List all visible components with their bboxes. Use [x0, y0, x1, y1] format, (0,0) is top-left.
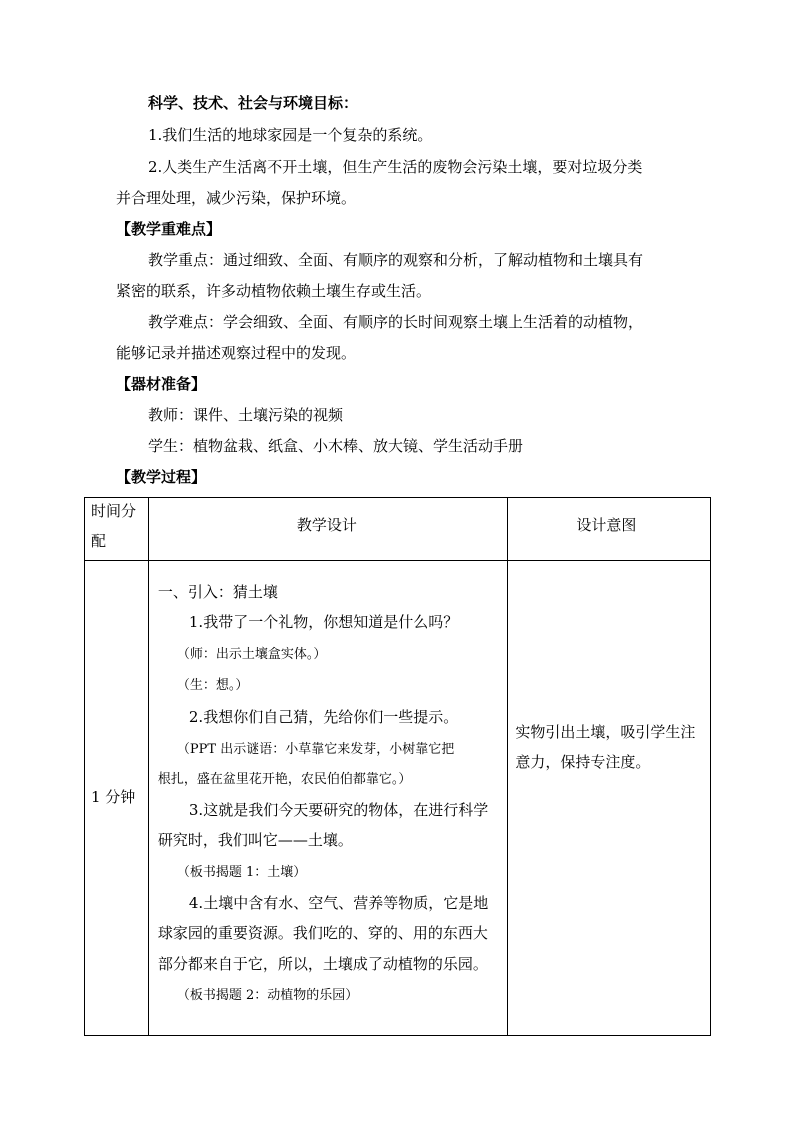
design-line: （生：想。）	[176, 678, 249, 693]
goals-title: 科学、技术、社会与环境目标：	[148, 94, 359, 112]
header-time-line1: 时间分	[91, 502, 137, 520]
design-line: 一、引入：猜土壤	[157, 583, 278, 601]
design-line: 3.这就是我们今天要研究的物体，在进行科学	[188, 801, 489, 819]
teaching-difficulty-line2: 能够记录并描述观察过程中的发现。	[116, 344, 357, 362]
teaching-focus-line1: 教学重点：通过细致、全面、有顺序的观察和分析，了解动植物和土壤具有	[148, 251, 644, 269]
design-line: 根扎，盛在盆里花开艳，农民伯伯都靠它。）	[157, 772, 412, 787]
design-line: （板书揭题 1：土壤）	[176, 865, 307, 880]
design-line: （PPT 出示谜语：小草靠它来发芽，小树靠它把	[176, 742, 455, 757]
row1-time-cell	[85, 561, 149, 1036]
row1-design-cell	[148, 561, 507, 1036]
header-intent: 设计意图	[576, 516, 637, 534]
design-line: （师：出示土壤盒实体。）	[176, 647, 327, 662]
materials-teacher: 教师：课件、土壤污染的视频	[148, 406, 344, 424]
goal-item-2-line2: 并合理处理，减少污染，保护环境。	[116, 189, 357, 207]
row1-intent-line1: 实物引出土壤，吸引学生注	[515, 723, 696, 741]
goal-item-1: 1.我们生活的地球家园是一个复杂的系统。	[148, 126, 433, 144]
design-line: 2.我想你们自己猜，先给你们一些提示。	[188, 708, 459, 726]
teaching-difficulty-line1: 教学难点：学会细致、全面、有顺序的长时间观察土壤上生活着的动植物，	[148, 313, 644, 331]
header-time-cell	[85, 498, 149, 561]
process-heading: 【教学过程】	[116, 468, 207, 486]
design-line: 球家园的重要资源。我们吃的、穿的、用的东西大	[157, 924, 488, 942]
materials-student: 学生：植物盆栽、纸盒、小木棒、放大镜、学生活动手册	[148, 437, 524, 455]
design-line: 4.土壤中含有水、空气、营养等物质，它是地	[188, 894, 489, 912]
design-line: （板书揭题 2：动植物的乐园）	[176, 988, 359, 1003]
row1-time: 1 分钟	[91, 788, 136, 806]
header-intent-cell	[508, 498, 711, 561]
materials-heading: 【器材准备】	[116, 375, 207, 393]
table-header-row	[85, 498, 711, 561]
goal-item-2-line1: 2.人类生产生活离不开土壤，但生产生活的废物会污染土壤，要对垃圾分类	[148, 158, 643, 176]
design-line: 1.我带了一个礼物，你想知道是什么吗？	[188, 613, 459, 631]
key-points-heading: 【教学重难点】	[116, 220, 222, 238]
row1-intent-line2: 意力，保持专注度。	[515, 753, 651, 771]
design-line: 研究时，我们叫它——土壤。	[157, 831, 353, 849]
teaching-focus-line2: 紧密的联系，许多动植物依赖土壤生存或生活。	[116, 282, 432, 300]
row1-intent-cell	[508, 561, 711, 1036]
header-design: 教学设计	[296, 516, 357, 534]
header-time-line2: 配	[91, 532, 107, 550]
table-row	[85, 561, 711, 1036]
design-line: 部分都来自于它，所以，土壤成了动植物的乐园。	[157, 955, 488, 973]
teaching-process-table	[84, 497, 711, 1036]
header-design-cell	[148, 498, 507, 561]
